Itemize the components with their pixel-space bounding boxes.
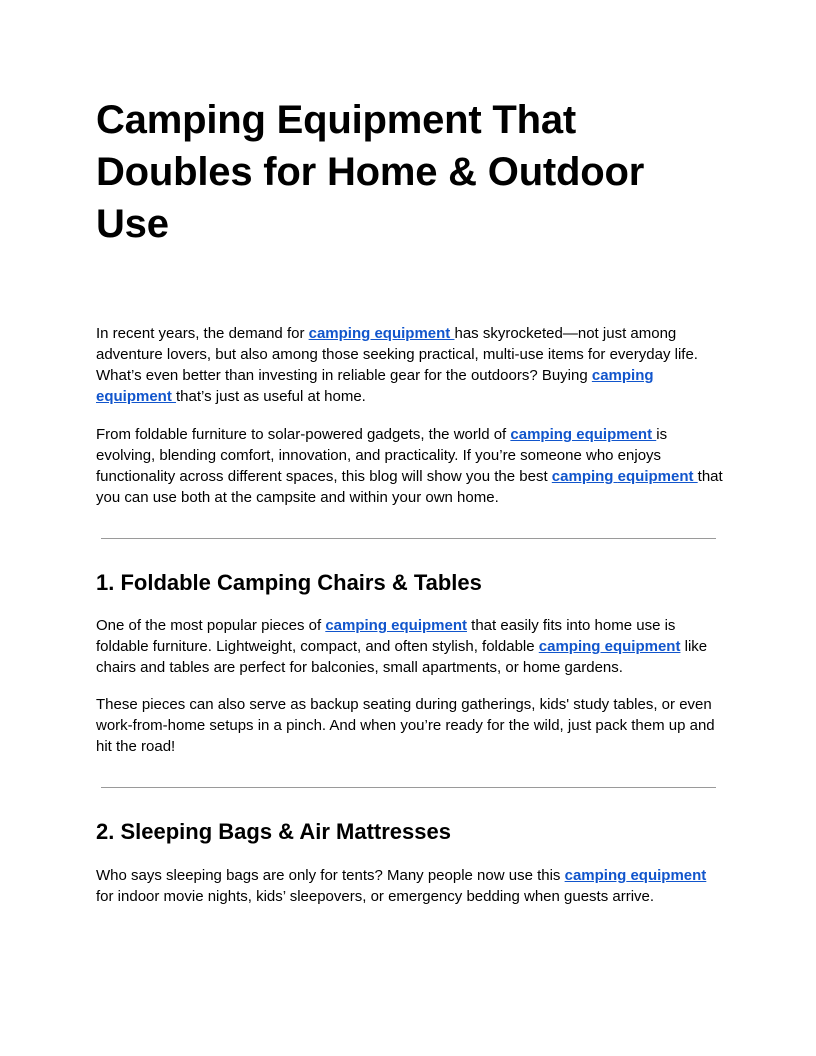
text: that’s just as useful at home. xyxy=(176,388,366,405)
text: like chairs and tables are perfect for balconies, small apartments, or home gardens. xyxy=(96,638,708,676)
text: is evolving, blending comfort, innovation, and practicality. If you’re someone who enjoys functionality across different spaces, this blog will show you the best xyxy=(96,426,668,485)
camping-equipment-link[interactable]: camping equipment xyxy=(510,426,657,443)
section-heading-2: 2. Sleeping Bags & Air Mattresses xyxy=(96,819,451,844)
camping-equipment-link[interactable]: camping equipment xyxy=(538,638,681,655)
section1-paragraph-1 xyxy=(96,615,726,678)
divider xyxy=(101,787,716,788)
text: One of the most popular pieces of xyxy=(96,617,326,634)
intro-paragraph-1 xyxy=(96,323,726,407)
text: In recent years, the demand for xyxy=(96,325,309,342)
section-heading-1: 1. Foldable Camping Chairs & Tables xyxy=(96,570,482,595)
divider xyxy=(101,538,716,539)
camping-equipment-link[interactable] xyxy=(552,468,698,485)
page-title: Camping Equipment That Doubles for Home & Outdoor Use xyxy=(96,98,645,246)
link-part: equipment xyxy=(617,468,698,485)
text: Who says sleeping bags are only for tents? Many people now use this xyxy=(96,867,565,884)
text: for indoor movie nights, kids’ sleepovers, or emergency bedding when guests arrive. xyxy=(96,888,655,905)
link-part: camping xyxy=(551,468,614,485)
section2-paragraph-1 xyxy=(96,865,726,907)
link-part: equipment xyxy=(630,867,707,884)
camping-equipment-link[interactable]: camping equipment xyxy=(308,325,455,342)
camping-equipment-link[interactable] xyxy=(565,867,707,884)
text: that you can use both at the campsite and within your own home. xyxy=(96,468,723,506)
camping-equipment-link[interactable]: camping equipment xyxy=(96,367,654,405)
text: that easily fits into home use is foldable furniture. Lightweight, compact, and often stylish, foldable xyxy=(96,617,676,655)
text: has skyrocketed—not just among adventure lovers, but also among those seeking practical, multi-use items for everyday life. What’s even better than investing in reliable gear for the outdoors? Buying xyxy=(96,325,698,384)
intro-paragraph-2 xyxy=(96,424,726,508)
camping-equipment-link[interactable]: camping equipment xyxy=(325,617,467,634)
section1-paragraph-2: These pieces can also serve as backup seating during gatherings, kids' study tables, or even work-from-home setups in a pinch. And when you’re ready for the wild, just pack them up and hit the road! xyxy=(96,696,715,755)
link-part: camping xyxy=(564,867,627,884)
text: From foldable furniture to solar-powered gadgets, the world of xyxy=(96,426,511,443)
